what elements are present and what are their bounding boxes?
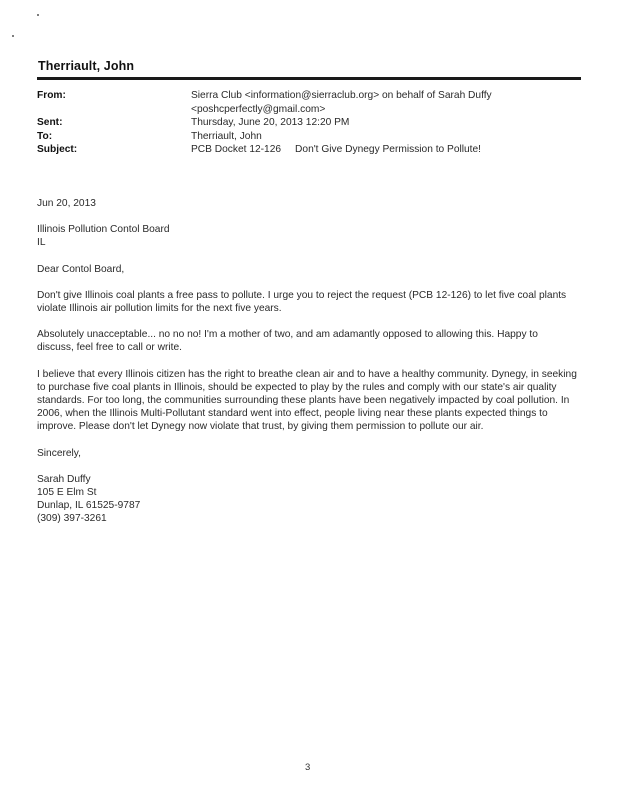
email-body — [37, 197, 577, 539]
signature-street: 105 E Elm St — [37, 487, 97, 499]
subject-row — [37, 143, 597, 157]
paragraph-line: improve. Please don't let Dynegy now violate that trust, by giving them permission to pollute our air. — [37, 421, 484, 433]
signature-block — [37, 473, 557, 526]
from-value — [191, 89, 597, 116]
to-row — [37, 130, 597, 144]
paragraph-line: to purchase five coal plants in Illinois, should be expected to play by the rules and comply with our state's air quality — [37, 381, 557, 393]
paragraph-line: standards. For too long, the communities surrounding these plants have been negatively impacted by coal pollution. In — [37, 395, 570, 407]
sent-row — [37, 116, 597, 130]
subject-label: Subject: — [37, 144, 78, 155]
sent-label: Sent: — [37, 117, 63, 128]
subject-value — [191, 143, 597, 157]
paragraph-line: Absolutely unacceptable... no no no! I'm a mother of two, and am adamantly opposed to allowing this. Happy to — [37, 329, 538, 341]
page-number: 3 — [305, 762, 311, 773]
sent-value: Thursday, June 20, 2013 12:20 PM — [191, 117, 350, 128]
signature-phone: (309) 397-3261 — [37, 513, 107, 525]
paragraph-line: Don't give Illinois coal plants a free pass to pollute. I urge you to reject the request (PCB 12-126) to let five coal plants — [37, 289, 567, 301]
subject-docket: PCB Docket 12-126 — [191, 144, 282, 155]
email-header — [37, 89, 597, 157]
to-label: To: — [37, 130, 53, 142]
scan-speck — [37, 14, 39, 16]
paragraph-line: I believe that every Illinois citizen has the right to breathe clean air and to have a healthy community. Dynegy, in seeking — [37, 368, 577, 380]
from-value-line: <poshcperfectly@gmail.com> — [191, 103, 326, 115]
to-value: Therriault, John — [191, 130, 262, 142]
recipient-block — [37, 223, 557, 249]
letter-date: Jun 20, 2013 — [37, 198, 96, 209]
paragraph-2 — [37, 328, 557, 354]
from-row — [37, 89, 597, 116]
from-label: From: — [37, 90, 66, 101]
paragraph-3 — [37, 368, 577, 434]
paragraph-1 — [37, 289, 567, 315]
recipient-line: IL — [37, 237, 46, 249]
paragraph-line: violate Illinois air pollution limits for the next five years. — [37, 303, 282, 315]
sender-name: Therriault, John — [38, 59, 135, 73]
header-divider — [37, 77, 581, 80]
signature-city: Dunlap, IL 61525-9787 — [37, 500, 141, 512]
paragraph-line: discuss, feel free to call or write. — [37, 342, 182, 354]
recipient-line: Illinois Pollution Contol Board — [37, 224, 170, 236]
signature-name: Sarah Duffy — [37, 473, 91, 485]
from-value-line: Sierra Club <information@sierraclub.org> on behalf of Sarah Duffy — [191, 90, 492, 101]
subject-text: Don't Give Dynegy Permission to Pollute! — [295, 144, 482, 155]
paragraph-line: 2006, when the Illinois Multi-Pollutant standard went into effect, people living near these plants expected things to — [37, 408, 548, 420]
scan-speck — [12, 35, 14, 37]
salutation: Dear Contol Board, — [37, 263, 125, 275]
closing: Sincerely, — [37, 447, 81, 459]
